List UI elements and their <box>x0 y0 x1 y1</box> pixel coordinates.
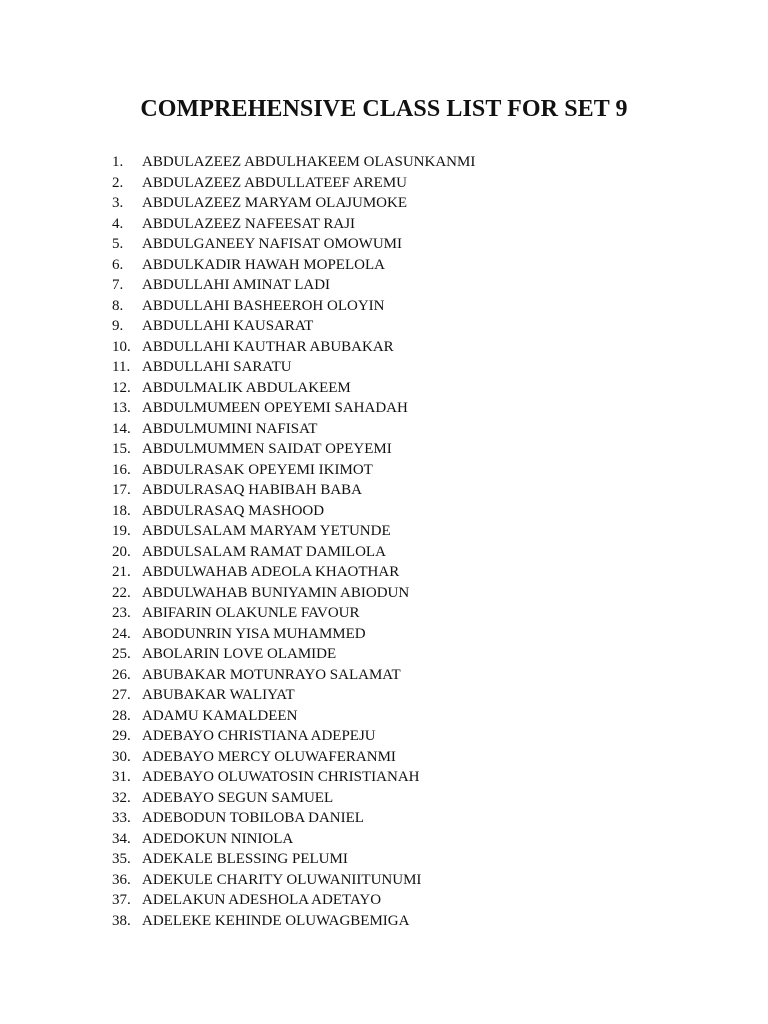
list-item <box>112 460 475 481</box>
list-item-name: ABDULMALIK ABDULAKEEM <box>142 379 351 396</box>
list-item <box>112 480 475 501</box>
list-item-name: ABDULMUMMEN SAIDAT OPEYEMI <box>142 441 392 457</box>
list-item-name: ABDULMUMEEN OPEYEMI SAHADAH <box>142 400 408 416</box>
list-item-number: 10. <box>112 338 131 355</box>
list-item-number: 38. <box>112 912 131 929</box>
list-item-number: 32. <box>112 789 131 806</box>
list-item-number: 13. <box>112 400 131 416</box>
list-item-number: 24. <box>112 625 131 642</box>
list-item-name: ADEKALE BLESSING PELUMI <box>142 851 348 867</box>
list-item <box>112 316 475 337</box>
list-item <box>112 173 475 194</box>
list-item <box>112 193 475 214</box>
list-item-number: 4. <box>112 215 124 232</box>
list-item <box>112 152 475 173</box>
list-item-name: ABODUNRIN YISA MUHAMMED <box>142 625 366 642</box>
list-item-name: ABDULKADIR HAWAH MOPELOLA <box>142 256 385 273</box>
list-item-name: ADELEKE KEHINDE OLUWAGBEMIGA <box>142 912 410 929</box>
list-item-name: ABOLARIN LOVE OLAMIDE <box>142 646 337 662</box>
list-item-number: 11. <box>112 359 131 375</box>
list-item-name: ABIFARIN OLAKUNLE FAVOUR <box>142 605 360 621</box>
list-item <box>112 665 475 686</box>
list-item-number: 35. <box>112 851 131 867</box>
list-item <box>112 398 475 419</box>
list-item-name: ABDULLAHI BASHEEROH OLOYIN <box>142 297 385 314</box>
list-item-number: 7. <box>112 277 124 293</box>
list-item-number: 30. <box>112 748 131 765</box>
list-item-number: 12. <box>112 379 131 396</box>
list-item <box>112 337 475 358</box>
list-item-number: 21. <box>112 564 131 580</box>
list-item-number: 5. <box>112 236 124 252</box>
list-item-name: ADEKULE CHARITY OLUWANIITUNUMI <box>142 871 422 888</box>
list-item <box>112 214 475 235</box>
list-item-name: ABDULRASAQ MASHOOD <box>142 502 325 519</box>
list-item <box>112 501 475 522</box>
list-item-name: ABDULLAHI SARATU <box>142 359 292 375</box>
list-item-name: ABDULMUMINI NAFISAT <box>142 420 318 437</box>
list-item-number: 8. <box>112 297 124 314</box>
list-item <box>112 439 475 460</box>
list-item-number: 37. <box>112 892 131 908</box>
list-item <box>112 726 475 747</box>
page-title: COMPREHENSIVE CLASS LIST FOR SET 9 <box>140 96 628 122</box>
list-item <box>112 706 475 727</box>
list-item-number: 20. <box>112 543 131 560</box>
list-item-number: 26. <box>112 666 131 683</box>
list-item-name: ABDULWAHAB BUNIYAMIN ABIODUN <box>142 584 410 601</box>
list-item <box>112 767 475 788</box>
list-item-number: 31. <box>112 769 131 785</box>
list-item-name: ABDULSALAM RAMAT DAMILOLA <box>142 543 386 560</box>
list-item <box>112 275 475 296</box>
list-item-name: ABUBAKAR MOTUNRAYO SALAMAT <box>142 666 401 683</box>
list-item <box>112 419 475 440</box>
list-item-name: ADAMU KAMALDEEN <box>142 707 298 724</box>
list-item-name: ABDULLAHI KAUTHAR ABUBAKAR <box>142 338 394 355</box>
list-item <box>112 521 475 542</box>
list-item <box>112 583 475 604</box>
list-item-number: 22. <box>112 584 131 601</box>
list-item-name: ADEBODUN TOBILOBA DANIEL <box>142 810 364 826</box>
list-item-number: 18. <box>112 502 131 519</box>
list-item-name: ABDULLAHI AMINAT LADI <box>142 277 331 293</box>
list-item <box>112 255 475 276</box>
list-item <box>112 378 475 399</box>
list-item-number: 17. <box>112 482 131 498</box>
list-item <box>112 829 475 850</box>
list-item <box>112 870 475 891</box>
list-item-name: ADEBAYO OLUWATOSIN CHRISTIANAH <box>142 769 420 785</box>
list-item-number: 33. <box>112 810 131 826</box>
list-item-number: 9. <box>112 318 124 334</box>
list-item-number: 27. <box>112 687 131 703</box>
list-item <box>112 788 475 809</box>
list-item <box>112 542 475 563</box>
list-item-name: ABDULSALAM MARYAM YETUNDE <box>142 523 391 539</box>
list-item-number: 14. <box>112 420 131 437</box>
list-item-name: ABDULLAHI KAUSARAT <box>142 318 314 334</box>
list-item <box>112 234 475 255</box>
list-item-number: 23. <box>112 605 131 621</box>
list-item-number: 19. <box>112 523 131 539</box>
list-item-number: 36. <box>112 871 131 888</box>
list-item-name: ADEDOKUN NINIOLA <box>142 830 294 847</box>
list-item-number: 34. <box>112 830 131 847</box>
list-item-name: ABDULWAHAB ADEOLA KHAOTHAR <box>142 564 400 580</box>
list-item-name: ADEBAYO MERCY OLUWAFERANMI <box>142 748 396 765</box>
list-item-name: ABDULRASAQ HABIBAH BABA <box>142 482 363 498</box>
list-item <box>112 890 475 911</box>
list-item-name: ABUBAKAR WALIYAT <box>142 687 295 703</box>
list-item-number: 1. <box>112 154 124 170</box>
list-item <box>112 911 475 932</box>
list-item-number: 2. <box>112 174 124 191</box>
list-item-name: ADEBAYO CHRISTIANA ADEPEJU <box>142 728 376 744</box>
list-item-number: 28. <box>112 707 131 724</box>
list-item-name: ABDULRASAK OPEYEMI IKIMOT <box>142 461 373 478</box>
student-list <box>112 152 475 931</box>
list-item <box>112 296 475 317</box>
list-item <box>112 357 475 378</box>
list-item <box>112 562 475 583</box>
list-item-name: ABDULGANEEY NAFISAT OMOWUMI <box>142 236 402 252</box>
list-item-name: ADEBAYO SEGUN SAMUEL <box>142 789 334 806</box>
list-item-name: ABDULAZEEZ ABDULHAKEEM OLASUNKANMI <box>142 154 476 170</box>
list-item <box>112 624 475 645</box>
list-item-number: 25. <box>112 646 131 662</box>
list-item-name: ADELAKUN ADESHOLA ADETAYO <box>142 892 382 908</box>
list-item-name: ABDULAZEEZ NAFEESAT RAJI <box>142 215 356 232</box>
list-item-number: 16. <box>112 461 131 478</box>
list-item-name: ABDULAZEEZ ABDULLATEEF AREMU <box>142 174 407 191</box>
list-item <box>112 644 475 665</box>
list-item-number: 15. <box>112 441 131 457</box>
list-item-number: 29. <box>112 728 131 744</box>
list-item <box>112 808 475 829</box>
list-item <box>112 685 475 706</box>
list-item <box>112 849 475 870</box>
list-item <box>112 747 475 768</box>
list-item <box>112 603 475 624</box>
list-item-number: 3. <box>112 195 124 211</box>
list-item-number: 6. <box>112 256 124 273</box>
list-item-name: ABDULAZEEZ MARYAM OLAJUMOKE <box>142 195 407 211</box>
